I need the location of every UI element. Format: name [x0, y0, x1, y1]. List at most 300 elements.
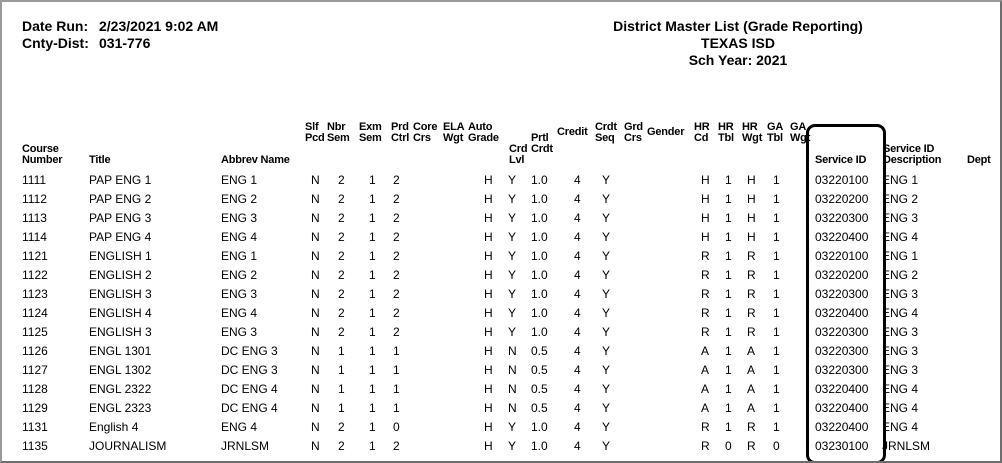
- col-header-line: Service ID: [815, 154, 867, 166]
- col-header-hr-wgt: [742, 122, 762, 144]
- cell-gatbl: R: [747, 287, 756, 301]
- col-header-hr-cd: [694, 122, 710, 144]
- cell-grd: Y: [602, 344, 611, 358]
- cell-svc: 03220100: [815, 173, 869, 187]
- cell-svc: 03220200: [815, 268, 869, 282]
- cell-gatbl: H: [747, 173, 756, 187]
- cell-seq: 4: [574, 401, 581, 415]
- col-header-service-id-desc: [883, 144, 941, 166]
- cell-svc: 03220400: [815, 306, 869, 320]
- cell-seq: 4: [574, 287, 581, 301]
- cell-gawgt: 1: [773, 401, 780, 415]
- cell-title: PAP ENG 3: [89, 211, 152, 225]
- col-header-exm-sem: [359, 122, 382, 144]
- cell-lvl: H: [484, 230, 493, 244]
- cell-hrwgt: 1: [725, 382, 732, 396]
- cell-prd: 2: [393, 249, 400, 263]
- cell-desc: ENG 4: [882, 401, 919, 415]
- cell-title: PAP ENG 4: [89, 230, 152, 244]
- cell-lvl: H: [484, 192, 493, 206]
- cell-credit: 1.0: [531, 306, 548, 320]
- cell-nbr: 2: [338, 249, 345, 263]
- col-header-crd-lvl: [509, 144, 527, 166]
- col-header-line: Crs: [413, 132, 431, 144]
- cell-credit: 1.0: [531, 173, 548, 187]
- cell-hrwgt: 1: [725, 363, 732, 377]
- cell-exm: 1: [369, 306, 376, 320]
- cell-exm: 1: [369, 192, 376, 206]
- cell-seq: 4: [574, 211, 581, 225]
- cell-prd: 2: [393, 306, 400, 320]
- cell-gatbl: H: [747, 211, 756, 225]
- date-run-value: 2/23/2021 9:02 AM: [99, 18, 219, 34]
- cell-prtl: Y: [508, 230, 517, 244]
- cell-desc: ENG 1: [882, 249, 919, 263]
- cell-abbrev: JRNLSM: [221, 439, 270, 453]
- cell-prtl: Y: [508, 420, 517, 434]
- cell-grd: Y: [602, 439, 611, 453]
- cell-credit: 1.0: [531, 420, 548, 434]
- col-header-auto-grade: [468, 122, 499, 144]
- cell-seq: 4: [574, 363, 581, 377]
- cell-gatbl: R: [747, 306, 756, 320]
- cell-abbrev: ENG 4: [221, 230, 258, 244]
- cell-prd: 0: [393, 420, 400, 434]
- cell-gatbl: H: [747, 230, 756, 244]
- cell-title: English 4: [89, 420, 139, 434]
- date-run-label: Date Run:: [22, 18, 89, 34]
- cell-svc: 03220300: [815, 363, 869, 377]
- cell-title: PAP ENG 2: [89, 192, 152, 206]
- cell-nbr: 2: [338, 306, 345, 320]
- col-header-course-number: [22, 144, 62, 166]
- cell-credit: 0.5: [531, 382, 548, 396]
- col-header-line: Course: [22, 143, 59, 155]
- cell-prtl: Y: [508, 192, 517, 206]
- cell-abbrev: DC ENG 4: [221, 382, 278, 396]
- cell-hrtbl: A: [701, 382, 710, 396]
- cell-hrwgt: 1: [725, 268, 732, 282]
- cell-svc: 03220400: [815, 230, 869, 244]
- col-header-ga-tbl: [767, 122, 783, 144]
- col-header-line: Wgt: [443, 132, 464, 144]
- cell-grd: Y: [602, 363, 611, 377]
- cell-svc: 03220300: [815, 344, 869, 358]
- cell-nbr: 2: [338, 420, 345, 434]
- cell-exm: 1: [369, 268, 376, 282]
- cell-hrtbl: R: [701, 268, 710, 282]
- cell-desc: ENG 3: [882, 211, 919, 225]
- cell-lvl: H: [484, 268, 493, 282]
- cell-exm: 1: [369, 230, 376, 244]
- cell-slf: N: [311, 439, 320, 453]
- cell-hrtbl: R: [701, 306, 710, 320]
- cell-seq: 4: [574, 268, 581, 282]
- cell-prd: 2: [393, 439, 400, 453]
- col-header-crdt-seq: [595, 122, 617, 144]
- cell-prtl: Y: [508, 325, 517, 339]
- cell-grd: Y: [602, 306, 611, 320]
- col-header-line: Lvl: [509, 154, 525, 166]
- col-header-line: Nbr: [327, 121, 346, 133]
- col-header-line: Slf: [305, 121, 319, 133]
- cell-lvl: H: [484, 249, 493, 263]
- cell-grd: Y: [602, 211, 611, 225]
- cell-hrtbl: A: [701, 344, 710, 358]
- cell-exm: 1: [369, 249, 376, 263]
- col-header-hr-tbl: [718, 122, 734, 144]
- col-header-line: Wgt: [790, 132, 811, 144]
- col-header-line: Sem: [327, 132, 350, 144]
- col-header-line: Gender: [647, 126, 685, 138]
- cell-lvl: H: [484, 306, 493, 320]
- col-header-line: Pcd: [305, 132, 325, 144]
- cell-hrtbl: A: [701, 363, 710, 377]
- cell-slf: N: [311, 230, 320, 244]
- cell-gawgt: 1: [773, 363, 780, 377]
- cell-slf: N: [311, 325, 320, 339]
- col-header-line: ELA: [443, 121, 465, 133]
- report-district: TEXAS ISD: [701, 35, 775, 51]
- cell-desc: ENG 2: [882, 268, 919, 282]
- cell-prtl: N: [508, 363, 517, 377]
- cell-hrtbl: A: [701, 401, 710, 415]
- cell-hrwgt: 1: [725, 249, 732, 263]
- col-header-line: Crdt: [531, 143, 553, 155]
- cell-hrwgt: 1: [725, 192, 732, 206]
- cell-credit: 1.0: [531, 249, 548, 263]
- cell-lvl: H: [484, 344, 493, 358]
- cell-gawgt: 0: [773, 439, 780, 453]
- cell-hrwgt: 1: [725, 306, 732, 320]
- report-title: District Master List (Grade Reporting): [613, 18, 863, 34]
- cell-prtl: Y: [508, 173, 517, 187]
- cell-hrtbl: H: [701, 211, 710, 225]
- cell-course: 1114: [22, 230, 47, 244]
- cell-course: 1123: [22, 287, 48, 301]
- cell-svc: 03230100: [815, 439, 869, 453]
- cell-prd: 1: [393, 344, 400, 358]
- cell-nbr: 1: [338, 363, 345, 377]
- cnty-dist-value: 031-776: [99, 35, 151, 51]
- col-header-line: HR: [694, 121, 710, 133]
- cell-hrtbl: R: [701, 249, 710, 263]
- cell-exm: 1: [369, 439, 376, 453]
- cell-credit: 0.5: [531, 363, 548, 377]
- cell-lvl: H: [484, 211, 493, 225]
- cell-hrwgt: 1: [725, 420, 732, 434]
- cell-course: 1131: [22, 420, 48, 434]
- col-header-gender: [647, 127, 684, 138]
- cell-prtl: N: [508, 401, 517, 415]
- cell-prtl: Y: [508, 211, 517, 225]
- cell-gatbl: H: [747, 192, 756, 206]
- cell-course: 1121: [22, 249, 48, 263]
- cell-title: ENGL 1302: [89, 363, 152, 377]
- cell-exm: 1: [369, 344, 376, 358]
- report-sch-year: Sch Year: 2021: [688, 52, 788, 68]
- cell-desc: ENG 4: [882, 230, 919, 244]
- cell-exm: 1: [369, 325, 376, 339]
- cell-svc: 03220400: [815, 420, 869, 434]
- col-header-line: Sem: [359, 132, 382, 144]
- cell-gatbl: R: [747, 325, 756, 339]
- col-header-ela-wgt: [443, 122, 464, 144]
- cell-credit: 0.5: [531, 401, 548, 415]
- cell-abbrev: ENG 2: [221, 268, 258, 282]
- col-header-line: Grade: [468, 132, 499, 144]
- cell-abbrev: ENG 4: [221, 420, 258, 434]
- col-header-line: Description: [883, 154, 942, 166]
- cell-svc: 03220100: [815, 249, 869, 263]
- cell-hrwgt: 1: [725, 325, 732, 339]
- cell-hrwgt: 1: [725, 173, 732, 187]
- col-header-line: Prtl: [531, 132, 549, 144]
- cell-grd: Y: [602, 287, 611, 301]
- cell-hrtbl: H: [701, 173, 710, 187]
- cell-grd: Y: [602, 230, 611, 244]
- cell-prtl: Y: [508, 249, 517, 263]
- cell-grd: Y: [602, 325, 611, 339]
- cell-lvl: H: [484, 287, 493, 301]
- col-header-line: Seq: [595, 132, 615, 144]
- cell-slf: N: [311, 249, 320, 263]
- cell-nbr: 2: [338, 439, 345, 453]
- cell-prtl: Y: [508, 287, 517, 301]
- col-header-line: Title: [89, 154, 111, 166]
- cell-course: 1125: [22, 325, 48, 339]
- cell-seq: 4: [574, 230, 581, 244]
- cell-hrwgt: 1: [725, 230, 732, 244]
- cell-title: ENGL 2323: [89, 401, 152, 415]
- cell-abbrev: ENG 3: [221, 211, 258, 225]
- cell-hrwgt: 1: [725, 344, 732, 358]
- cell-hrwgt: 1: [725, 287, 732, 301]
- cell-abbrev: DC ENG 3: [221, 363, 278, 377]
- cell-svc: 03220300: [815, 211, 869, 225]
- col-header-line: Ctrl: [391, 132, 410, 144]
- cell-svc: 03220300: [815, 325, 869, 339]
- col-header-line: Core: [413, 121, 438, 133]
- cell-gatbl: A: [747, 401, 756, 415]
- cell-prd: 2: [393, 287, 400, 301]
- cell-course: 1111: [22, 173, 47, 187]
- cell-hrwgt: 0: [725, 439, 732, 453]
- cell-seq: 4: [574, 249, 581, 263]
- cell-lvl: H: [484, 382, 493, 396]
- col-header-line: Prd: [391, 121, 409, 133]
- cell-title: JOURNALISM: [89, 439, 167, 453]
- cell-prtl: Y: [508, 439, 517, 453]
- col-header-dept: [967, 155, 991, 166]
- col-header-line: GA: [790, 121, 807, 133]
- cell-svc: 03220400: [815, 401, 869, 415]
- cell-grd: Y: [602, 382, 611, 396]
- cell-title: ENGL 2322: [89, 382, 152, 396]
- cell-desc: ENG 1: [882, 173, 919, 187]
- cell-prd: 1: [393, 363, 400, 377]
- cell-abbrev: ENG 3: [221, 287, 258, 301]
- cell-gatbl: R: [747, 249, 756, 263]
- cell-nbr: 2: [338, 287, 345, 301]
- cell-gawgt: 1: [773, 306, 780, 320]
- col-header-line: HR: [742, 121, 758, 133]
- cell-abbrev: ENG 3: [221, 325, 258, 339]
- cell-abbrev: ENG 1: [221, 173, 258, 187]
- cell-gatbl: A: [747, 344, 756, 358]
- cell-prd: 2: [393, 211, 400, 225]
- cell-credit: 1.0: [531, 211, 548, 225]
- cell-exm: 1: [369, 420, 376, 434]
- cell-grd: Y: [602, 249, 611, 263]
- cell-prtl: Y: [508, 268, 517, 282]
- col-header-line: Cd: [694, 132, 709, 144]
- cell-exm: 1: [369, 382, 376, 396]
- cell-slf: N: [311, 382, 320, 396]
- cell-desc: ENG 3: [882, 287, 919, 301]
- cell-prtl: N: [508, 344, 517, 358]
- cell-lvl: H: [484, 325, 493, 339]
- col-header-line: Wgt: [742, 132, 763, 144]
- cell-gawgt: 1: [773, 287, 780, 301]
- cell-gawgt: 1: [773, 192, 780, 206]
- cell-hrtbl: R: [701, 287, 710, 301]
- cell-hrtbl: H: [701, 230, 710, 244]
- cell-prd: 2: [393, 325, 400, 339]
- cell-hrtbl: R: [701, 325, 710, 339]
- cell-nbr: 2: [338, 268, 345, 282]
- cell-nbr: 1: [338, 401, 345, 415]
- cell-course: 1135: [22, 439, 48, 453]
- cell-prtl: Y: [508, 306, 517, 320]
- cell-abbrev: DC ENG 3: [221, 344, 278, 358]
- cell-grd: Y: [602, 420, 611, 434]
- cell-slf: N: [311, 344, 320, 358]
- cell-prd: 1: [393, 401, 400, 415]
- cell-gatbl: A: [747, 363, 756, 377]
- cell-grd: Y: [602, 401, 611, 415]
- cell-desc: ENG 3: [882, 363, 919, 377]
- cell-desc: ENG 4: [882, 382, 919, 396]
- cell-hrwgt: 1: [725, 211, 732, 225]
- cell-exm: 1: [369, 173, 376, 187]
- col-header-line: Tbl: [767, 132, 783, 144]
- col-header-line: Credit: [557, 126, 588, 138]
- cell-credit: 0.5: [531, 344, 548, 358]
- col-header-line: Exm: [359, 121, 382, 133]
- cell-gatbl: R: [747, 420, 756, 434]
- cell-credit: 1.0: [531, 268, 548, 282]
- cell-prd: 2: [393, 268, 400, 282]
- cell-hrtbl: H: [701, 192, 710, 206]
- cnty-dist-label: Cnty-Dist:: [22, 35, 89, 51]
- cell-abbrev: DC ENG 4: [221, 401, 278, 415]
- col-header-line: Grd: [624, 121, 643, 133]
- cell-slf: N: [311, 401, 320, 415]
- cell-course: 1124: [22, 306, 48, 320]
- cell-svc: 03220200: [815, 192, 869, 206]
- col-header-line: Number: [22, 154, 63, 166]
- cell-gatbl: A: [747, 382, 756, 396]
- col-header-line: Crd: [509, 143, 528, 155]
- cell-desc: ENG 3: [882, 344, 919, 358]
- cell-gawgt: 1: [773, 230, 780, 244]
- cell-slf: N: [311, 173, 320, 187]
- cell-grd: Y: [602, 268, 611, 282]
- service-id-highlight-box: [806, 124, 886, 463]
- cell-slf: N: [311, 192, 320, 206]
- cell-title: ENGLISH 4: [89, 306, 152, 320]
- col-header-line: Dept: [967, 154, 991, 166]
- cell-gawgt: 1: [773, 249, 780, 263]
- cell-slf: N: [311, 306, 320, 320]
- cell-course: 1112: [22, 192, 47, 206]
- cell-course: 1113: [22, 211, 47, 225]
- col-header-line: GA: [767, 121, 784, 133]
- cell-grd: Y: [602, 192, 611, 206]
- cell-gawgt: 1: [773, 173, 780, 187]
- cell-slf: N: [311, 420, 320, 434]
- cell-title: ENGL 1301: [89, 344, 152, 358]
- col-header-line: Tbl: [718, 132, 734, 144]
- col-header-line: HR: [718, 121, 734, 133]
- col-header-abbrev-name: [221, 155, 290, 166]
- cell-title: ENGLISH 3: [89, 325, 152, 339]
- cell-hrwgt: 1: [725, 401, 732, 415]
- cell-seq: 4: [574, 325, 581, 339]
- cell-seq: 4: [574, 382, 581, 396]
- cell-title: PAP ENG 1: [89, 173, 152, 187]
- col-header-prtl-crdt: [531, 133, 553, 155]
- cell-svc: 03220400: [815, 382, 869, 396]
- cell-seq: 4: [574, 306, 581, 320]
- col-header-core-crs: [413, 122, 437, 144]
- cell-slf: N: [311, 363, 320, 377]
- cell-prd: 2: [393, 230, 400, 244]
- cell-seq: 4: [574, 344, 581, 358]
- cell-gawgt: 1: [773, 382, 780, 396]
- cell-course: 1126: [22, 344, 48, 358]
- cell-desc: JRNLSM: [882, 439, 931, 453]
- cell-lvl: H: [484, 401, 493, 415]
- cell-gawgt: 1: [773, 344, 780, 358]
- cell-slf: N: [311, 268, 320, 282]
- cell-prtl: N: [508, 382, 517, 396]
- cell-slf: N: [311, 287, 320, 301]
- cell-exm: 1: [369, 401, 376, 415]
- cell-credit: 1.0: [531, 230, 548, 244]
- cell-prd: 2: [393, 173, 400, 187]
- cell-lvl: H: [484, 439, 493, 453]
- cell-abbrev: ENG 1: [221, 249, 258, 263]
- cell-exm: 1: [369, 363, 376, 377]
- cell-hrtbl: R: [701, 439, 710, 453]
- cell-prd: 2: [393, 192, 400, 206]
- cell-exm: 1: [369, 211, 376, 225]
- cell-desc: ENG 4: [882, 420, 919, 434]
- col-header-credit: [557, 127, 588, 138]
- cell-title: ENGLISH 3: [89, 287, 152, 301]
- cell-nbr: 2: [338, 173, 345, 187]
- col-header-nbr-sem: [327, 122, 350, 144]
- cell-gawgt: 1: [773, 211, 780, 225]
- col-header-line: Service ID: [883, 143, 935, 155]
- cell-credit: 1.0: [531, 439, 548, 453]
- cell-desc: ENG 3: [882, 325, 919, 339]
- cell-gawgt: 1: [773, 420, 780, 434]
- col-header-line: Abbrev Name: [221, 154, 290, 166]
- cell-seq: 4: [574, 439, 581, 453]
